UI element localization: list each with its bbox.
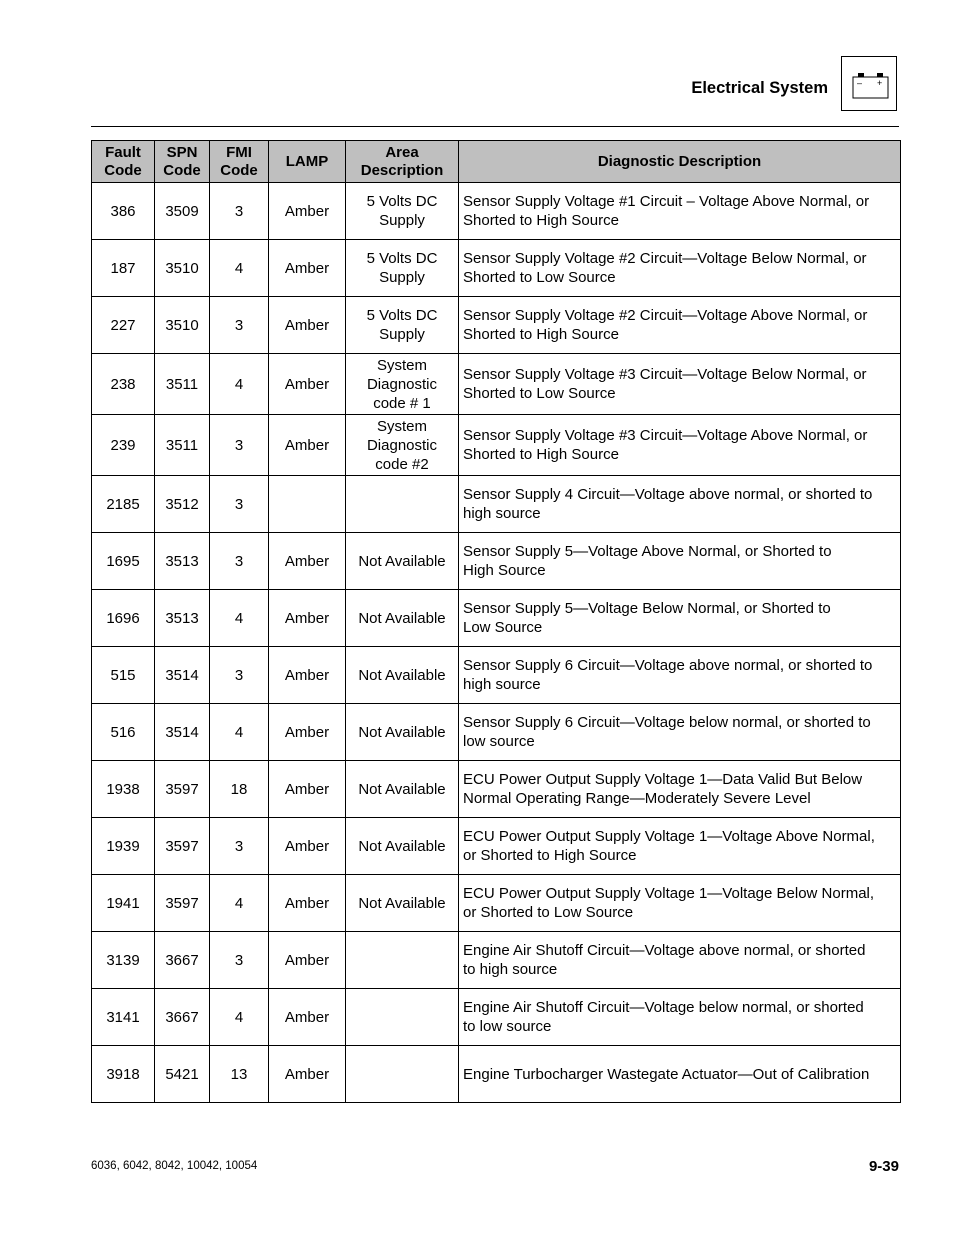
- cell-desc-line: high source: [463, 676, 541, 693]
- column-header-lamp: [269, 141, 346, 183]
- footer-model-numbers: 6036, 6042, 8042, 10042, 10054: [91, 1160, 258, 1172]
- cell-desc: [459, 818, 901, 875]
- cell-spn: 3509: [155, 183, 210, 240]
- cell-fault: 227: [92, 297, 155, 354]
- table-row: [92, 761, 901, 818]
- table-row: [92, 818, 901, 875]
- cell-area-line: Diagnostic: [366, 375, 438, 393]
- cell-fmi: 13: [210, 1046, 269, 1103]
- cell-desc-line: ECU Power Output Supply Voltage 1—Voltage Above Normal,: [463, 828, 875, 845]
- column-header-area: [346, 141, 459, 183]
- cell-lamp: Amber: [269, 932, 346, 989]
- cell-lamp: Amber: [269, 704, 346, 761]
- cell-desc-line: to high source: [463, 961, 558, 978]
- column-header-text: SPN: [166, 143, 198, 161]
- cell-area: [346, 932, 459, 989]
- cell-lamp: Amber: [269, 183, 346, 240]
- cell-desc-line: Shorted to High Source: [463, 326, 619, 343]
- table-row: [92, 240, 901, 297]
- cell-area: [346, 590, 459, 647]
- cell-area-line: Not Available: [358, 666, 446, 684]
- cell-desc-line: ECU Power Output Supply Voltage 1—Data Valid But Below: [463, 771, 863, 788]
- cell-fmi: 3: [210, 297, 269, 354]
- cell-lamp: Amber: [269, 590, 346, 647]
- cell-lamp: Amber: [269, 761, 346, 818]
- cell-area: [346, 704, 459, 761]
- cell-desc: [459, 533, 901, 590]
- cell-spn: 3511: [155, 415, 210, 476]
- cell-fmi: 4: [210, 354, 269, 415]
- cell-spn: 3597: [155, 875, 210, 932]
- cell-fault: 1939: [92, 818, 155, 875]
- cell-fault: 2185: [92, 476, 155, 533]
- table-row: [92, 1046, 901, 1103]
- cell-fmi: 3: [210, 818, 269, 875]
- table-row: [92, 533, 901, 590]
- cell-area: [346, 989, 459, 1046]
- cell-area: [346, 647, 459, 704]
- cell-desc-line: Shorted to High Source: [463, 212, 619, 229]
- cell-fault: 3918: [92, 1046, 155, 1103]
- cell-fmi: 4: [210, 240, 269, 297]
- cell-lamp: Amber: [269, 240, 346, 297]
- cell-area: [346, 415, 459, 476]
- column-header-text: Code: [163, 161, 201, 179]
- cell-area-line: Not Available: [358, 780, 446, 798]
- cell-desc-line: Sensor Supply 5—Voltage Below Normal, or Shorted to: [463, 600, 831, 617]
- cell-fault: 515: [92, 647, 155, 704]
- cell-lamp: Amber: [269, 415, 346, 476]
- cell-desc-line: Sensor Supply Voltage #3 Circuit—Voltage Above Normal, or: [463, 427, 868, 444]
- cell-fmi: 3: [210, 476, 269, 533]
- column-header-desc: [459, 141, 901, 183]
- cell-desc-line: Engine Air Shutoff Circuit—Voltage below normal, or shorted: [463, 999, 864, 1016]
- table-body: [92, 183, 901, 1103]
- table-row: [92, 354, 901, 415]
- table-row: [92, 932, 901, 989]
- cell-desc-line: Sensor Supply Voltage #2 Circuit—Voltage Below Normal, or: [463, 250, 867, 267]
- cell-desc-line: or Shorted to Low Source: [463, 904, 634, 921]
- cell-area: [346, 297, 459, 354]
- cell-fmi: 3: [210, 647, 269, 704]
- cell-area-line: Supply: [379, 269, 425, 286]
- fault-code-table: [91, 140, 901, 1103]
- cell-area-line: Not Available: [358, 837, 446, 855]
- cell-desc-line: or Shorted to High Source: [463, 847, 637, 864]
- cell-area: [346, 1046, 459, 1103]
- cell-fmi: 3: [210, 183, 269, 240]
- cell-area-line: Supply: [379, 212, 425, 229]
- cell-area: [346, 240, 459, 297]
- cell-fault: 3141: [92, 989, 155, 1046]
- cell-lamp: [269, 476, 346, 533]
- table-row: [92, 297, 901, 354]
- table-row: [92, 704, 901, 761]
- cell-fault: 3139: [92, 932, 155, 989]
- cell-desc-line: low source: [463, 733, 535, 750]
- cell-spn: 3667: [155, 932, 210, 989]
- cell-desc: [459, 297, 901, 354]
- cell-area: [346, 354, 459, 415]
- cell-area-line: code #2: [375, 455, 429, 473]
- cell-area: [346, 875, 459, 932]
- cell-area: [346, 761, 459, 818]
- cell-spn: 3514: [155, 647, 210, 704]
- cell-spn: 3510: [155, 297, 210, 354]
- cell-desc: [459, 590, 901, 647]
- cell-desc-line: Shorted to Low Source: [463, 385, 616, 402]
- cell-area-line: Not Available: [358, 723, 446, 741]
- cell-lamp: Amber: [269, 989, 346, 1046]
- table-row: [92, 183, 901, 240]
- cell-desc-line: Sensor Supply 6 Circuit—Voltage above normal, or shorted to: [463, 657, 873, 674]
- cell-fault: 187: [92, 240, 155, 297]
- cell-desc-line: Sensor Supply 4 Circuit—Voltage above normal, or shorted to: [463, 486, 873, 503]
- cell-desc-line: Shorted to Low Source: [463, 269, 616, 286]
- table-header-row: [92, 141, 901, 183]
- cell-area: [346, 533, 459, 590]
- cell-desc: [459, 932, 901, 989]
- cell-fault: 1938: [92, 761, 155, 818]
- cell-fault: 1695: [92, 533, 155, 590]
- column-header-text: FMI: [226, 143, 252, 161]
- cell-area-line: 5 Volts DC: [366, 307, 438, 324]
- cell-spn: 3513: [155, 533, 210, 590]
- cell-fmi: 3: [210, 415, 269, 476]
- column-header-text: Diagnostic Description: [597, 152, 762, 170]
- cell-lamp: Amber: [269, 354, 346, 415]
- cell-lamp: Amber: [269, 818, 346, 875]
- cell-desc-line: Normal Operating Range—Moderately Severe Level: [463, 790, 811, 807]
- page-number: 9-39: [868, 1158, 899, 1175]
- cell-desc-line: Low Source: [463, 619, 543, 636]
- cell-fault: 516: [92, 704, 155, 761]
- cell-desc-line: ECU Power Output Supply Voltage 1—Voltage Below Normal,: [463, 885, 875, 902]
- cell-fmi: 4: [210, 590, 269, 647]
- cell-area-line: Supply: [379, 326, 425, 343]
- cell-desc-line: Sensor Supply Voltage #2 Circuit—Voltage Above Normal, or: [463, 307, 868, 324]
- cell-desc: [459, 415, 901, 476]
- table-row: [92, 647, 901, 704]
- column-header-spn: [155, 141, 210, 183]
- column-header-text: Description: [360, 161, 444, 179]
- cell-area: [346, 818, 459, 875]
- cell-spn: 3512: [155, 476, 210, 533]
- table-row: [92, 476, 901, 533]
- battery-minus-label: –: [857, 78, 863, 88]
- cell-desc: [459, 183, 901, 240]
- battery-plus-label: +: [877, 78, 883, 88]
- header-rule: [91, 126, 899, 127]
- cell-desc: [459, 1046, 901, 1103]
- cell-desc-line: Sensor Supply 6 Circuit—Voltage below normal, or shorted to: [463, 714, 871, 731]
- cell-fmi: 18: [210, 761, 269, 818]
- cell-desc-line: High Source: [463, 562, 546, 579]
- cell-fault: 386: [92, 183, 155, 240]
- cell-desc: [459, 704, 901, 761]
- cell-spn: 3513: [155, 590, 210, 647]
- table-row: [92, 590, 901, 647]
- cell-area: [346, 183, 459, 240]
- cell-spn: 3597: [155, 761, 210, 818]
- cell-fmi: 3: [210, 533, 269, 590]
- cell-lamp: Amber: [269, 1046, 346, 1103]
- cell-area-line: 5 Volts DC: [366, 250, 438, 267]
- cell-area-line: Not Available: [358, 552, 446, 570]
- column-header-text: Fault: [105, 143, 141, 161]
- cell-fault: 239: [92, 415, 155, 476]
- cell-desc: [459, 240, 901, 297]
- cell-desc: [459, 875, 901, 932]
- cell-desc: [459, 761, 901, 818]
- cell-desc: [459, 354, 901, 415]
- table-row: [92, 415, 901, 476]
- cell-desc-line: high source: [463, 505, 541, 522]
- cell-area-line: System: [376, 417, 427, 435]
- table-row: [92, 989, 901, 1046]
- cell-spn: 3597: [155, 818, 210, 875]
- cell-fault: 238: [92, 354, 155, 415]
- column-header-fault: [92, 141, 155, 183]
- cell-spn: 3514: [155, 704, 210, 761]
- cell-fmi: 4: [210, 989, 269, 1046]
- cell-desc-line: to low source: [463, 1018, 552, 1035]
- cell-fmi: 3: [210, 932, 269, 989]
- cell-area-line: 5 Volts DC: [366, 193, 438, 210]
- cell-desc-line: Engine Air Shutoff Circuit—Voltage above normal, or shorted: [463, 942, 866, 959]
- cell-spn: 3667: [155, 989, 210, 1046]
- cell-lamp: Amber: [269, 297, 346, 354]
- cell-desc-line: Engine Turbocharger Wastegate Actuator—Out of Calibration: [463, 1065, 870, 1083]
- cell-spn: 3510: [155, 240, 210, 297]
- table-row: [92, 875, 901, 932]
- cell-spn: 3511: [155, 354, 210, 415]
- column-header-fmi: [210, 141, 269, 183]
- cell-area-line: Not Available: [358, 894, 446, 912]
- cell-area-line: Not Available: [358, 609, 446, 627]
- cell-lamp: Amber: [269, 875, 346, 932]
- cell-fmi: 4: [210, 704, 269, 761]
- column-header-text: Code: [104, 161, 142, 179]
- column-header-text: Code: [220, 161, 258, 179]
- cell-fault: 1696: [92, 590, 155, 647]
- cell-desc-line: Sensor Supply Voltage #3 Circuit—Voltage Below Normal, or: [463, 366, 867, 383]
- cell-lamp: Amber: [269, 533, 346, 590]
- cell-area: [346, 476, 459, 533]
- cell-spn: 5421: [155, 1046, 210, 1103]
- cell-fault: 1941: [92, 875, 155, 932]
- section-title: Electrical System: [691, 79, 828, 97]
- cell-desc: [459, 476, 901, 533]
- column-header-text: Area: [385, 143, 419, 161]
- battery-icon: [841, 56, 897, 111]
- cell-desc-line: Sensor Supply 5—Voltage Above Normal, or Shorted to: [463, 543, 832, 560]
- cell-desc: [459, 989, 901, 1046]
- cell-area-line: Diagnostic: [366, 436, 438, 454]
- cell-area-line: System: [376, 356, 427, 374]
- cell-desc: [459, 647, 901, 704]
- cell-area-line: code # 1: [373, 394, 431, 412]
- cell-fmi: 4: [210, 875, 269, 932]
- cell-desc-line: Sensor Supply Voltage #1 Circuit – Voltage Above Normal, or: [463, 193, 870, 210]
- cell-desc-line: Shorted to High Source: [463, 446, 619, 463]
- cell-lamp: Amber: [269, 647, 346, 704]
- column-header-text: LAMP: [285, 152, 329, 170]
